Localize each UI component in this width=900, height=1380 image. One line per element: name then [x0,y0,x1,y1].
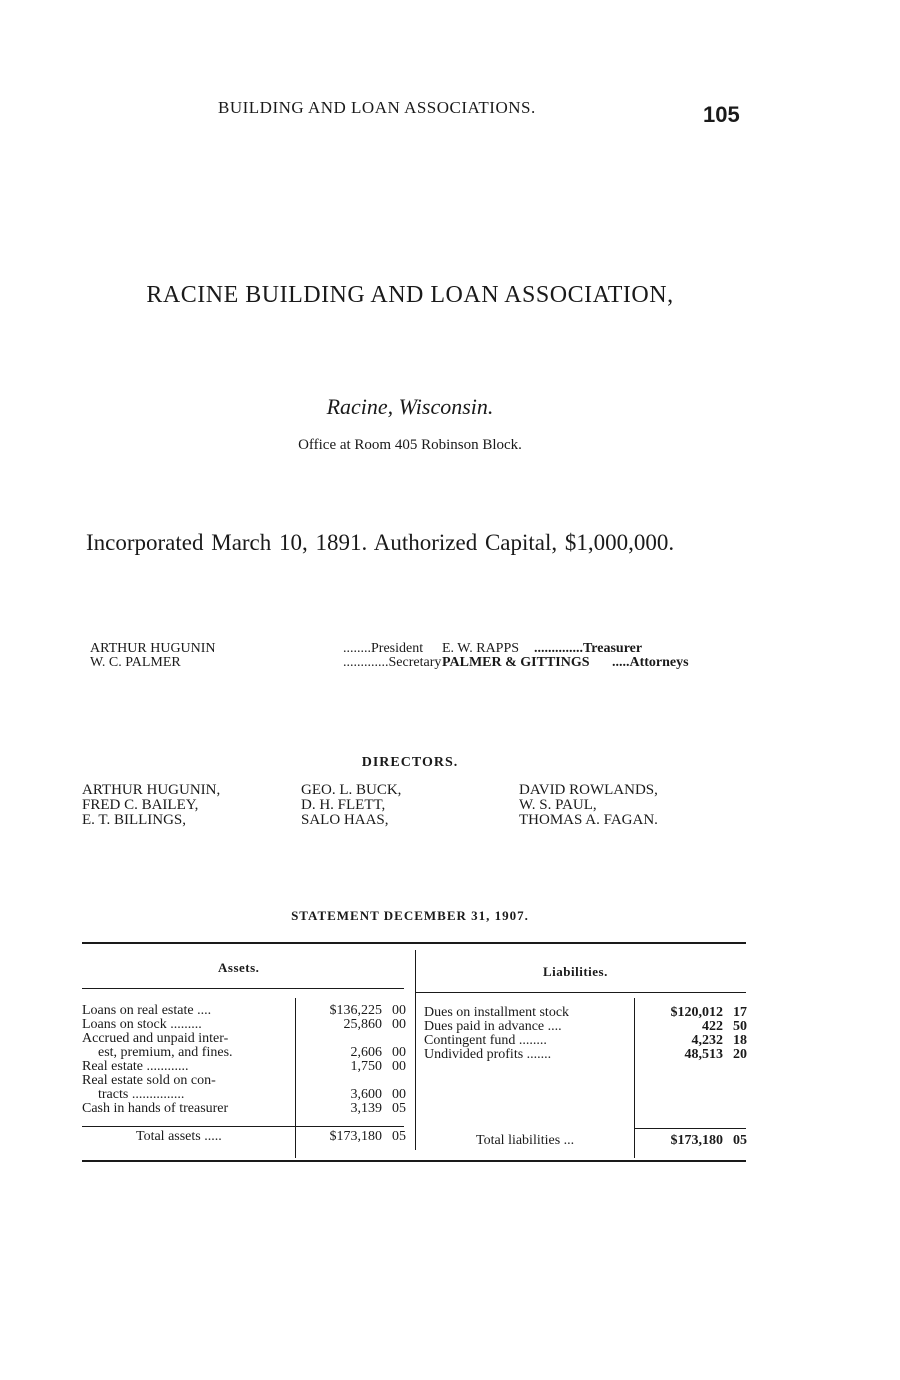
top-rule [82,942,746,944]
officer-row [442,642,689,656]
director-name: D. H. FLETT, [301,797,386,813]
liability-cents: 20 [733,1047,747,1062]
association-city: Racine, Wisconsin. [326,394,494,419]
director-name: THOMAS A. FAGAN. [519,812,658,828]
asset-cents: 00 [392,1017,406,1032]
liabilities-header-rule [416,992,746,993]
officer-name: PALMER & GITTINGS [442,655,590,670]
association-title: RACINE BUILDING AND LOAN ASSOCIATION, [146,282,674,308]
officer-name: ARTHUR HUGUNIN [90,641,216,656]
asset-label: Loans on real estate .... [82,1003,212,1018]
liability-dollars: 422 [702,1019,723,1034]
officers-list-right [442,642,689,670]
asset-label: tracts ............... [98,1087,185,1102]
officer-title: ..............Treasurer [534,641,643,656]
liability-amount [635,1020,747,1034]
liability-dollars: 4,232 [691,1033,723,1048]
asset-label: Cash in hands of treasurer [82,1101,229,1116]
asset-label: est, premium, and fines. [98,1045,233,1060]
assets-header: Assets. [218,960,260,975]
asset-label: Loans on stock ......... [82,1017,202,1032]
officer-title: .....Attorneys [612,655,689,670]
asset-dollars: 2,606 [350,1045,382,1060]
asset-dollars: $136,225 [329,1003,382,1018]
total-liabilities-cents: 05 [733,1133,747,1148]
total-assets-label: Total assets ..... [136,1129,222,1144]
officer-name: W. C. PALMER [90,655,181,670]
liability-label: Dues on installment stock [424,1005,570,1020]
asset-label: Real estate sold on con- [82,1073,216,1088]
center-divider [415,950,416,1150]
directors-column [82,783,220,828]
asset-amount [296,1060,406,1074]
officer-name: E. W. RAPPS [442,641,520,656]
liability-label: Contingent fund ........ [424,1033,547,1048]
liabilities-header: Liabilities. [543,964,608,979]
liability-cents: 17 [733,1005,747,1020]
directors-heading: DIRECTORS. [361,755,459,770]
director-name: W. S. PAUL, [519,797,597,813]
asset-label: Real estate ............ [82,1059,189,1074]
officer-row [442,656,689,670]
liability-cents: 50 [733,1019,747,1034]
assets-total-rule [82,1126,404,1127]
liability-label: Undivided profits ....... [424,1047,552,1062]
total-assets-amount [296,1130,406,1144]
director-name: E. T. BILLINGS, [82,812,187,828]
asset-amount [296,1046,406,1060]
director-name: FRED C. BAILEY, [82,797,199,813]
liability-amount [635,1048,747,1062]
director-name: DAVID ROWLANDS, [519,782,658,798]
asset-label: Accrued and unpaid inter- [82,1031,229,1046]
liability-amount [635,1006,747,1020]
asset-amount [296,1018,406,1032]
statement-heading: STATEMENT DECEMBER 31, 1907. [291,908,529,923]
liability-amount [635,1034,747,1048]
asset-dollars: 25,860 [343,1017,382,1032]
liability-cents: 18 [733,1033,747,1048]
asset-amount [296,1102,406,1116]
asset-cents: 00 [392,1045,406,1060]
total-assets-dollars: $173,180 [329,1129,382,1144]
bottom-rule [82,1160,746,1162]
total-assets-cents: 05 [392,1129,406,1144]
total-liabilities-amount [635,1134,747,1148]
liability-label: Dues paid in advance .... [424,1019,562,1034]
page-number: 105 [703,102,740,127]
asset-amount [296,1088,406,1102]
liability-dollars: 48,513 [684,1047,723,1062]
asset-dollars: 1,750 [350,1059,382,1074]
office-address: Office at Room 405 Robinson Block. [298,437,522,453]
running-title: BUILDING AND LOAN ASSOCIATIONS. [218,98,536,117]
directors-column [301,783,401,828]
asset-cents: 00 [392,1059,406,1074]
assets-header-rule [82,988,404,989]
officer-title: .............Secretary [343,655,442,670]
directors-column [519,783,658,828]
asset-dollars: 3,600 [350,1087,382,1102]
asset-cents: 00 [392,1087,406,1102]
liabilities-total-rule [634,1128,746,1129]
total-liabilities-label: Total liabilities ... [476,1133,575,1148]
total-liabilities-dollars: $173,180 [670,1133,723,1148]
director-name: GEO. L. BUCK, [301,782,402,798]
asset-cents: 00 [392,1003,406,1018]
statement-table [82,940,746,1162]
director-name: ARTHUR HUGUNIN, [82,782,221,798]
liability-dollars: $120,012 [670,1005,723,1020]
incorporation-line: Incorporated March 10, 1891. Authorized Capital, $1,000,000. [86,530,675,555]
asset-cents: 05 [392,1101,406,1116]
officer-title: ........President [343,641,424,656]
asset-dollars: 3,139 [350,1101,382,1116]
asset-amount [296,1004,406,1018]
director-name: SALO HAAS, [301,812,389,828]
